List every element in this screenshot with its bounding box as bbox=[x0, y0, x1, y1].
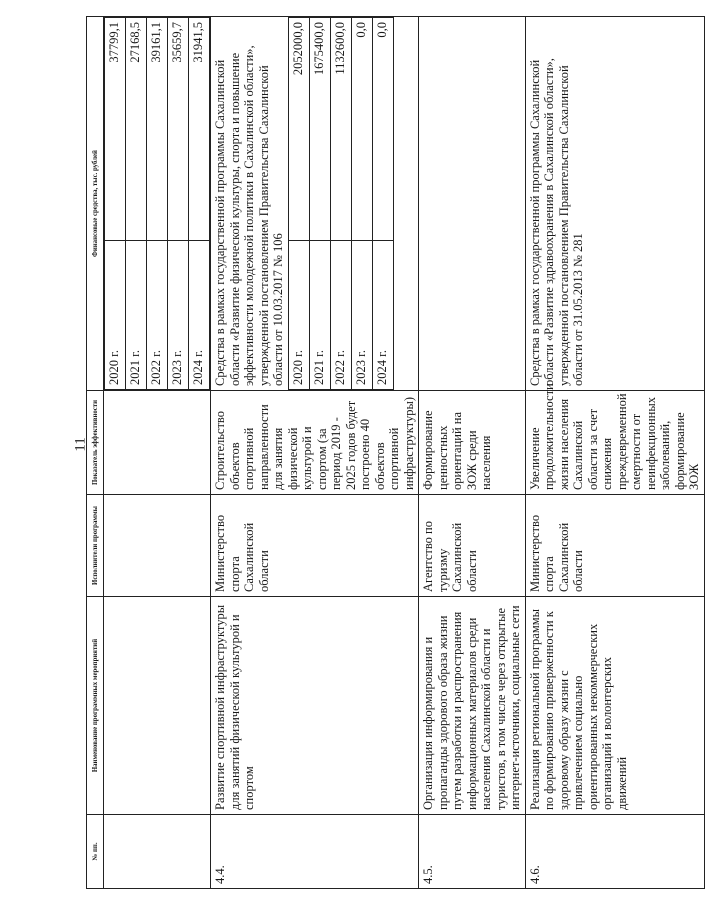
page-number: 11 bbox=[72, 437, 89, 452]
header-num: № пп. bbox=[87, 815, 104, 889]
finance-cell: Средства в рамках государственной программы Сахалинской области «Развитие здравоохранения в Сахалинской области», утвержденной постановлением Правительства Сахалинской области от 31.05.2013 № 281 bbox=[525, 17, 704, 391]
finance-year-row: 2022 г. 39161,1 bbox=[147, 18, 168, 390]
finance-year-row: 2023 г. 0,0 bbox=[351, 18, 372, 390]
row-executors: Агентство по туризму Сахалинской области bbox=[419, 495, 526, 597]
row-name: Развитие спортивной инфраструктуры для занятий физической культурой и спортом bbox=[211, 597, 419, 815]
row-executors: Министерство спорта Сахалинской области bbox=[525, 495, 704, 597]
finance-cell bbox=[104, 17, 211, 391]
row-name: Организация информирования и пропаганды здорового образа жизни путем разработки и распространения информационных материалов среди населения Сахалинской области и туристов, в том числе через открытые интернет-источники, социальные сети bbox=[419, 597, 526, 815]
row-num: 4.4. bbox=[211, 815, 419, 889]
table-row bbox=[525, 17, 704, 889]
header-finance: Финансовые средства, тыс. рублей bbox=[87, 17, 104, 391]
header-indicator: Показатель эффективности bbox=[87, 391, 104, 495]
row-indicator: Строительство объектов спортивной направленности для занятия физической культурой и спортом (за период 2019 - 2025 годов будет построено 40 объектов спортивной инфраструктуры) bbox=[211, 391, 419, 495]
row-indicator: Формирование ценностных ориентаций на ЗОЖ среди населения bbox=[419, 391, 526, 495]
table-row bbox=[104, 17, 211, 889]
finance-text: Средства в рамках государственной программы Сахалинской области «Развитие физической культуры, спорта и повышение эффективности молодежной политики в Сахалинской области», утвержденной постановлением Правительства Сахалинской области от 10.03.2017 № 106 bbox=[213, 45, 285, 386]
row-num: 4.5. bbox=[419, 815, 526, 889]
finance-year-row: 2023 г. 35659,7 bbox=[168, 18, 189, 390]
program-table bbox=[86, 16, 705, 889]
finance-years-table bbox=[288, 17, 394, 390]
row-executors: Министерство спорта Сахалинской области bbox=[211, 495, 419, 597]
finance-cell bbox=[419, 17, 526, 391]
table-row bbox=[211, 17, 419, 889]
finance-year-row: 2021 г. 27168,5 bbox=[126, 18, 147, 390]
table-header-row bbox=[87, 17, 104, 889]
finance-year-row: 2020 г. 37799,1 bbox=[105, 18, 126, 390]
finance-year-row: 2024 г. 0,0 bbox=[372, 18, 393, 390]
header-executors: Исполнители программы bbox=[87, 495, 104, 597]
finance-years-table bbox=[104, 17, 210, 390]
finance-year-row: 2020 г. 2052000,0 bbox=[288, 18, 309, 390]
row-indicator: Увеличение продолжительности жизни населения Сахалинской области за счет снижения преждевременной смертности от неинфекционных заболеваний, формирование ЗОЖ bbox=[525, 391, 704, 495]
finance-year-row: 2021 г. 1675400,0 bbox=[309, 18, 330, 390]
row-num: 4.6. bbox=[525, 815, 704, 889]
finance-year-row: 2022 г. 1132600,0 bbox=[330, 18, 351, 390]
finance-cell bbox=[211, 17, 419, 391]
row-name: Реализация региональной программы по формированию приверженности к здоровому образу жизни с привлечением социально ориентированных некоммерческих организаций и волонтерских движений bbox=[525, 597, 704, 815]
header-name: Наименование программных мероприятий bbox=[87, 597, 104, 815]
finance-year-row: 2024 г. 31941,5 bbox=[189, 18, 210, 390]
table-row bbox=[419, 17, 526, 889]
